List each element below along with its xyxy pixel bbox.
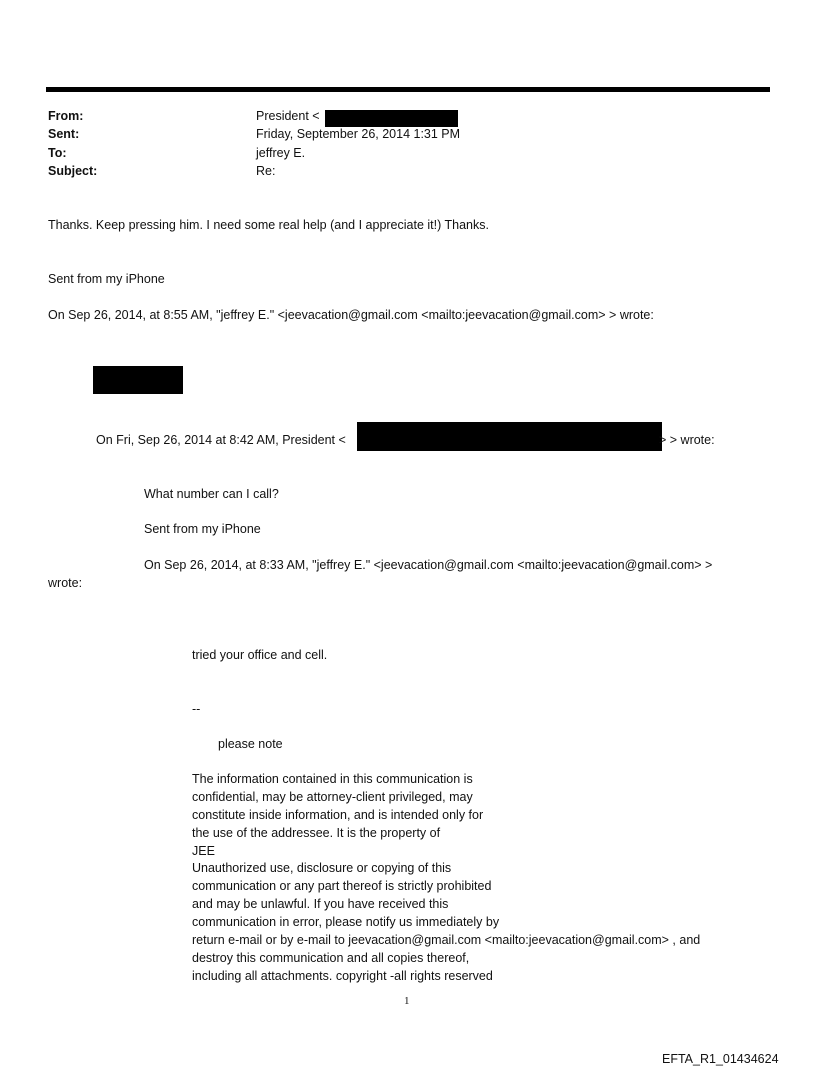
sent-value: Friday, September 26, 2014 1:31 PM [256, 127, 461, 141]
disclaimer-line: The information contained in this communication is [192, 772, 473, 786]
disclaimer-line: JEE [192, 843, 215, 858]
disclaimer-line: the use of the addressee. It is the property of [192, 825, 441, 840]
quote2-message: What number can I call? [144, 487, 279, 501]
header-rule [46, 87, 770, 92]
sent-label: Sent: [48, 127, 80, 141]
quote3-attribution-wrap: wrote: [48, 576, 83, 590]
redaction-block [93, 366, 183, 394]
disclaimer-line: including all attachments. copyright -all rights reserved [192, 968, 493, 983]
quote2-signature: Sent from my iPhone [144, 522, 261, 536]
quote1-attribution: On Sep 26, 2014, at 8:55 AM, "jeffrey E." <jeevacation@gmail.com <mailto:jeevacation@gmail.com> > wrote: [48, 308, 654, 322]
subject-value: Re: [256, 164, 276, 178]
redaction-quote2-email [357, 422, 662, 451]
disclaimer-line: and may be unlawful. If you have received this [192, 897, 449, 912]
disclaimer-line: communication in error, please notify us immediately by [192, 915, 500, 930]
signature: Sent from my iPhone [48, 272, 165, 286]
disclaimer-line: confidential, may be attorney-client privileged, may [192, 789, 473, 804]
quote2-attribution-prefix: On Fri, Sep 26, 2014 at 8:42 AM, President < [96, 433, 346, 447]
disclaimer-line: communication or any part thereof is strictly prohibited [192, 879, 492, 894]
disclaimer-line: Unauthorized use, disclosure or copying of this [192, 861, 452, 876]
disclaimer-line: destroy this communication and all copies thereof, [192, 950, 470, 965]
to-value: jeffrey E. [256, 146, 306, 160]
message-body: Thanks. Keep pressing him. I need some real help (and I appreciate it!) Thanks. [48, 218, 489, 232]
from-label: From: [48, 109, 84, 123]
quote3-message: tried your office and cell. [192, 648, 328, 662]
page-number: 1 [404, 995, 410, 1007]
subject-label: Subject: [48, 164, 98, 178]
disclaimer-line: return e-mail or by e-mail to jeevacation@gmail.com <mailto:jeevacation@gmail.com> , and [192, 933, 701, 948]
bates-number: EFTA_R1_01434624 [662, 1052, 779, 1066]
please-note: please note [218, 737, 283, 751]
quote2-attribution-suffix: > > wrote: [659, 433, 715, 447]
signature-separator: -- [192, 702, 201, 716]
to-label: To: [48, 146, 67, 160]
quote3-attribution: On Sep 26, 2014, at 8:33 AM, "jeffrey E." <jeevacation@gmail.com <mailto:jeevacation@gmail.com> > [144, 558, 713, 572]
confidentiality-disclaimer [192, 771, 700, 986]
disclaimer-line: constitute inside information, and is intended only for [192, 807, 484, 822]
redaction-from-email [325, 110, 458, 127]
from-value: President < [256, 109, 320, 123]
